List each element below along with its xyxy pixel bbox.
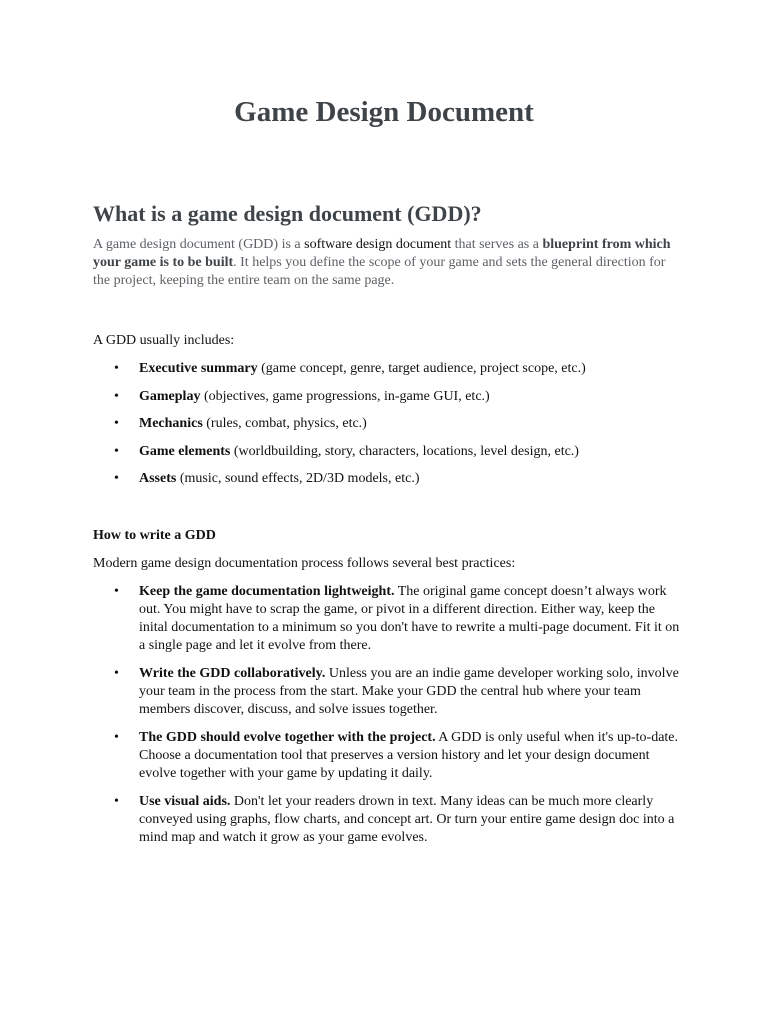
bullet: •	[114, 443, 119, 459]
bullet: •	[114, 416, 119, 432]
bullet: •	[114, 584, 119, 599]
item-text: (game concept, genre, target audience, project scope, etc.)	[257, 361, 586, 376]
item-text: A GDD is only useful when it's up-to-date. Choose a documentation tool that preserves a version history and let your design document evolve together with your game by updating it daily.	[139, 730, 679, 781]
item-text: The original game concept doesn’t always work out. You might have to scrap the game, or pivot in a different direction. Either way, keep the inital documentation to a minimum so you don't have to rewrite a multi-page document. Fit it on a single page and let it evolve from there.	[139, 584, 680, 653]
list-item	[93, 470, 683, 488]
list-item	[93, 360, 683, 378]
list-item	[93, 443, 683, 461]
bullet: •	[114, 361, 119, 376]
item-bold: Write the GDD collaboratively.	[139, 666, 326, 681]
section-heading-what-is-gdd: What is a game design document (GDD)?	[93, 201, 482, 226]
includes-list	[93, 360, 683, 498]
item-bold: The GDD should evolve together with the project.	[139, 730, 436, 745]
practices-lead: Modern game design documentation process follows several best practices:	[93, 556, 516, 571]
bullet: •	[114, 794, 119, 809]
list-item	[93, 583, 683, 655]
item-text: Don't let your readers drown in text. Many ideas can be much more clearly conveyed using graphs, flow charts, and concept art. Or turn your entire game design doc into a mind map and watch it grow as your game evolves.	[139, 794, 675, 845]
intro-text-1: A game design document (GDD) is a	[93, 237, 305, 252]
section-heading-how-to-write: How to write a GDD	[93, 528, 216, 543]
intro-text-2: that serves as a	[451, 237, 543, 252]
item-text: Unless you are an indie game developer working solo, involve your team in the process from the start. Make your GDD the central hub where your team members discover, discuss, and solve issues together.	[139, 666, 679, 717]
intro-paragraph	[93, 236, 683, 290]
bullet: •	[114, 471, 119, 487]
document-title: Game Design Document	[234, 96, 534, 128]
bullet: •	[114, 730, 119, 745]
includes-lead: A GDD usually includes:	[93, 333, 235, 348]
intro-text-3: . It helps you define the scope of your game and sets the general direction for the project, keeping the entire team on the same page.	[93, 255, 666, 288]
software-design-document-link[interactable]: software design document	[304, 237, 452, 252]
bullet: •	[114, 388, 119, 404]
item-bold: Mechanics	[139, 416, 203, 432]
practices-list	[93, 583, 683, 857]
item-bold: Gameplay	[139, 388, 201, 404]
item-bold: Assets	[139, 471, 177, 487]
item-bold: Executive summary	[139, 361, 258, 376]
list-item	[93, 388, 683, 406]
item-bold: Use visual aids.	[139, 794, 231, 809]
item-bold: Keep the game documentation lightweight.	[139, 584, 395, 599]
bullet: •	[114, 666, 119, 681]
intro-bold-blueprint: blueprint from which your game is to be built	[93, 237, 671, 270]
item-text: (worldbuilding, story, characters, locations, level design, etc.)	[230, 443, 579, 459]
list-item	[93, 793, 683, 847]
list-item	[93, 415, 683, 433]
list-item	[93, 665, 683, 719]
item-text: (music, sound effects, 2D/3D models, etc.)	[176, 471, 420, 487]
item-text: (objectives, game progressions, in-game GUI, etc.)	[200, 388, 490, 404]
item-bold: Game elements	[139, 443, 231, 459]
list-item	[93, 729, 683, 783]
item-text: (rules, combat, physics, etc.)	[202, 416, 367, 432]
